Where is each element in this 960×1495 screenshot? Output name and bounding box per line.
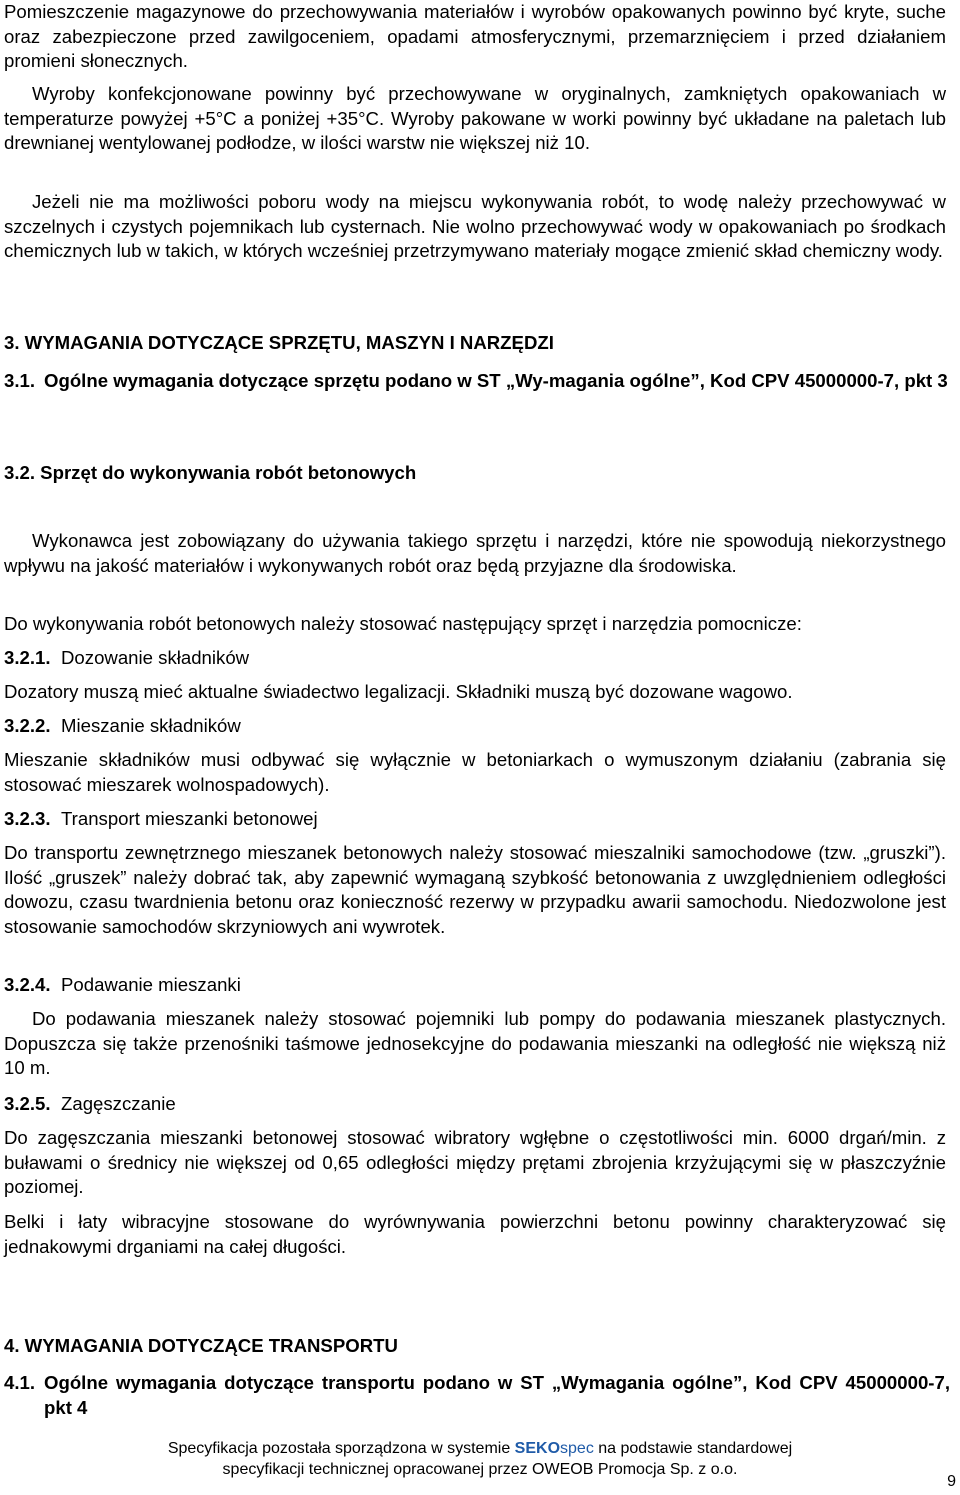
section-heading-3-1 [4, 369, 950, 394]
section-heading-3: 3. WYMAGANIA DOTYCZĄCE SPRZĘTU, MASZYN I NARZĘDZI [4, 332, 554, 353]
footer-line-1 [0, 1438, 960, 1459]
subsection-3-2-3 [4, 807, 318, 832]
subsection-title: Zagęszczanie [61, 1093, 176, 1114]
subsection-3-2-5 [4, 1092, 176, 1117]
paragraph-transport: Do transportu zewnętrznego mieszanek betonowych należy stosować mieszalniki samochodowe (tzw. „gruszki”). Ilość „gruszek” należy dobrać tak, aby zapewnić wymaganą szybkość betonowania z uwzględnieniem odległości dowozu, czasu twardnienia betonu oraz konieczność rezerwy w przypadku awarii samochodu. Niedozwolone jest stosowanie samochodów skrzyniowych ani wywrotek. [4, 842, 946, 937]
paragraph-water-storage: Jeżeli nie ma możliwości poboru wody na miejscu wykonywania robót, to wodę należy przechowywać w szczelnych i czystych pojemnikach lub cysternach. Nie wolno przechowywać wody w opakowaniach po środkach chemicznych lub w takich, w których wcześniej przetrzymywano materiały mogące zmienić skład chemiczny wody. [4, 191, 946, 261]
paragraph-packaged-products: Wyroby konfekcjonowane powinny być przechowywane w oryginalnych, zamkniętych opakowaniach w temperaturze powyżej +5°C a poniżej +35°C. Wyroby pakowane w worki powinny być układane na paletach lub drewnianej wentylowanej podłodze, w ilości warstw nie większej niż 10. [4, 83, 946, 153]
subsection-3-2-1 [4, 646, 249, 671]
logo-seko: SEKO [514, 1440, 561, 1457]
subsection-title: Podawanie mieszanki [61, 974, 241, 995]
footer-line-2: specyfikacji technicznej opracowanej przez OWEOB Promocja Sp. z o.o. [222, 1461, 738, 1478]
subsection-number: 3.2.5. [4, 1093, 51, 1114]
section-heading-3-2: 3.2. Sprzęt do wykonywania robót betonowych [4, 462, 417, 483]
section-number: 4.1. [4, 1372, 36, 1393]
section-heading-4-1 [4, 1371, 950, 1420]
sekospec-logo [515, 1440, 594, 1457]
footer-text: Specyfikacja pozostała sporządzona w systemie [167, 1440, 515, 1457]
page-number: 9 [947, 1473, 956, 1490]
page-footer [0, 1438, 960, 1480]
paragraph-storage-room: Pomieszczenie magazynowe do przechowywania materiałów i wyrobów opakowanych powinno być kryte, suche oraz zabezpieczone przed zawilgoceniem, opadami atmosferycznymi, przemarznięciem i przed działaniem promieni słonecznych. [4, 1, 946, 71]
subsection-number: 3.2.4. [4, 974, 51, 995]
footer-text: na podstawie standardowej [593, 1440, 793, 1457]
subsection-number: 3.2.3. [4, 808, 51, 829]
section-heading-4: 4. WYMAGANIA DOTYCZĄCE TRANSPORTU [4, 1335, 398, 1356]
subsection-3-2-2 [4, 714, 241, 739]
section-title: Ogólne wymagania dotyczące transportu podano w ST „Wymagania ogólne”, Kod CPV 45000000-7, pkt 4 [44, 1372, 950, 1418]
subsection-title: Mieszanie składników [61, 715, 241, 736]
subsection-number: 3.2.1. [4, 647, 51, 668]
paragraph-equipment-intro: Do wykonywania robót betonowych należy stosować następujący sprzęt i narzędzia pomocnicze: [4, 613, 802, 634]
paragraph-feeding: Do podawania mieszanek należy stosować pojemniki lub pompy do podawania mieszanek plastycznych. Dopuszcza się także przenośniki taśmowe jednosekcyjne do podawania mieszanki na odległość nie większą niż 10 m. [4, 1008, 946, 1078]
section-number: 3.1. [4, 370, 36, 391]
paragraph-contractor-obligation: Wykonawca jest zobowiązany do używania takiego sprzętu i narzędzi, które nie spowodują niekorzystnego wpływu na jakość materiałów i wykonywanych robót oraz będą przyjazne dla środowiska. [4, 530, 946, 576]
subsection-title: Dozowanie składników [61, 647, 250, 668]
subsection-title: Transport mieszanki betonowej [61, 808, 318, 829]
subsection-number: 3.2.2. [4, 715, 51, 736]
paragraph-mixing: Mieszanie składników musi odbywać się wyłącznie w betoniarkach o wymuszonym działaniu (zabrania się stosować mieszarek wolnospadowych). [4, 749, 946, 795]
paragraph-dosing: Dozatory muszą mieć aktualne świadectwo legalizacji. Składniki muszą być dozowane wagowo. [4, 681, 793, 702]
paragraph-vibrating-beams: Belki i łaty wibracyjne stosowane do wyrównywania powierzchni betonu powinny charakteryzować się jednakowymi drganiami na całej długości. [4, 1211, 946, 1257]
paragraph-compaction: Do zagęszczania mieszanki betonowej stosować wibratory wgłębne o częstotliwości min. 6000 drgań/min. z buławami o średnicy nie większej od 0,65 odległości między prętami zbrojenia krzyżującymi się w płaszczyźnie poziomej. [4, 1127, 946, 1197]
subsection-3-2-4 [4, 973, 241, 998]
section-title: Ogólne wymagania dotyczące sprzętu podano w ST „Wy-magania ogólne”, Kod CPV 45000000-7, pkt 3 [44, 370, 948, 391]
logo-spec: spec [560, 1440, 594, 1457]
